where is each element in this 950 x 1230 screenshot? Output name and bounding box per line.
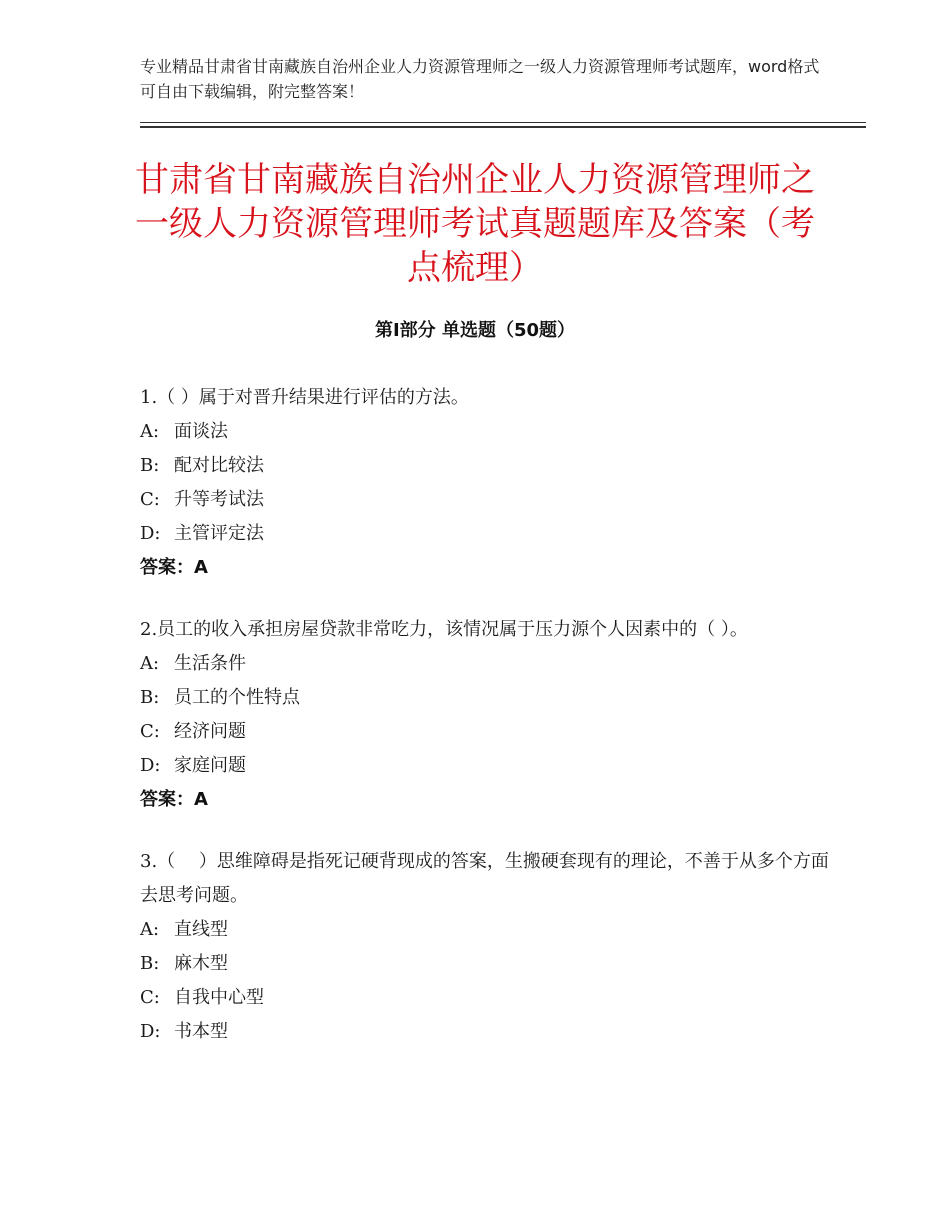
question-list [140, 381, 830, 1077]
option-text: 配对比较法 [174, 455, 264, 476]
option-key: C: [140, 489, 160, 510]
option-b [140, 449, 830, 483]
option-d [140, 1015, 830, 1049]
document-title: 甘肃省甘南藏族自治州企业人力资源管理师之一级人力资源管理师考试真题题库及答案（考点梳理） [135, 160, 815, 288]
option-text: 升等考试法 [174, 489, 264, 510]
option-b [140, 681, 830, 715]
section-title: 第Ⅰ部分 单选题（50题） [374, 320, 575, 341]
option-a [140, 415, 830, 449]
header-rule-thick [140, 126, 866, 128]
answer-label: 答案：A [140, 789, 208, 810]
option-text: 员工的个性特点 [174, 687, 300, 708]
option-key: A: [140, 421, 160, 442]
option-key: B: [140, 953, 160, 974]
option-c [140, 981, 830, 1015]
option-key: D: [140, 755, 161, 776]
option-key: B: [140, 455, 160, 476]
option-c [140, 715, 830, 749]
answer-label: 答案：A [140, 557, 208, 578]
question-stem: 1.（ ）属于对晋升结果进行评估的方法。 [140, 387, 469, 408]
option-text: 麻木型 [174, 953, 228, 974]
question-3 [140, 845, 830, 1049]
option-a [140, 647, 830, 681]
question-1 [140, 381, 830, 585]
question-2 [140, 613, 830, 817]
option-text: 自我中心型 [174, 987, 264, 1008]
option-c [140, 483, 830, 517]
option-d [140, 749, 830, 783]
option-key: C: [140, 987, 160, 1008]
option-d [140, 517, 830, 551]
option-text: 经济问题 [174, 721, 246, 742]
option-key: A: [140, 919, 160, 940]
option-text: 面谈法 [174, 421, 228, 442]
option-text: 书本型 [174, 1021, 228, 1042]
option-key: A: [140, 653, 160, 674]
option-key: D: [140, 1021, 161, 1042]
option-key: B: [140, 687, 160, 708]
option-text: 生活条件 [174, 653, 246, 674]
option-text: 直线型 [174, 919, 228, 940]
option-key: C: [140, 721, 160, 742]
option-text: 主管评定法 [174, 523, 264, 544]
option-key: D: [140, 523, 161, 544]
option-a [140, 913, 830, 947]
header-rule-thin [140, 122, 866, 123]
option-b [140, 947, 830, 981]
question-stem: 2.员工的收入承担房屋贷款非常吃力，该情况属于压力源个人因素中的（ ）。 [140, 619, 748, 640]
option-text: 家庭问题 [174, 755, 246, 776]
question-stem: 3.（ ）思维障碍是指死记硬背现成的答案，生搬硬套现有的理论，不善于从多个方面去思考问题。 [140, 851, 829, 906]
header-note: 专业精品甘肃省甘南藏族自治州企业人力资源管理师之一级人力资源管理师考试题库，word格式可自由下载编辑，附完整答案！ [140, 57, 820, 101]
